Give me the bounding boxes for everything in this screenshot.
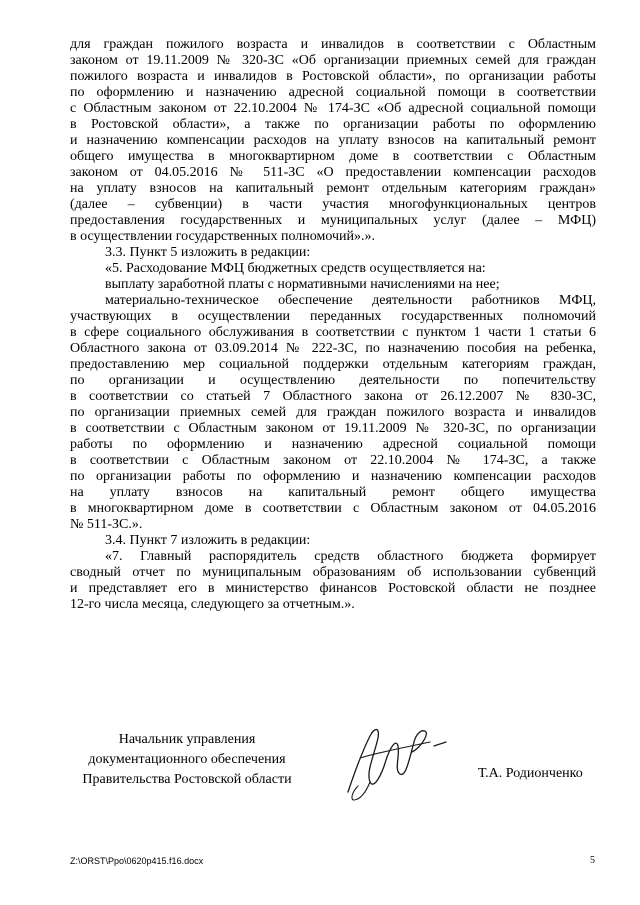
body-line: «7. Главный распорядитель средств областного бюджета формирует — [105, 549, 596, 564]
section-heading-3-3: 3.3. Пункт 5 изложить в редакции: — [105, 245, 311, 260]
body-line: № 511-ЗС.». — [70, 517, 143, 532]
position-line: Правительства Ростовской области — [82, 772, 292, 787]
body-line: (далее – субвенции) в части участия многофункциональных центров — [70, 197, 596, 212]
page-number: 5 — [590, 855, 595, 866]
body-line: предоставлению мер социальной поддержки отдельным категориям граждан, — [70, 357, 596, 372]
section-heading-3-4: 3.4. Пункт 7 изложить в редакции: — [105, 533, 311, 548]
body-line: по организации приемных семей для граждан пожилого возраста и инвалидов — [70, 405, 596, 420]
body-line: 12-го числа месяца, следующего за отчетным.». — [70, 597, 355, 612]
signatory-position — [70, 730, 304, 790]
position-line: документационного обеспечения — [88, 752, 286, 767]
body-line: сводный отчет по муниципальным образованиям об использовании субвенций — [70, 565, 596, 580]
body-line: в Ростовской области», а также по организации работы по оформлению — [70, 117, 596, 132]
body-line: для граждан пожилого возраста и инвалидов в соответствии с Областным — [70, 37, 596, 52]
body-line: на уплату взносов на капитальный ремонт общего имущества — [70, 485, 596, 500]
body-line: предоставления государственных и муниципальных услуг (далее – МФЦ) — [70, 213, 596, 228]
body-line: в соответствии со статьей 7 Областного закона от 26.12.2007 № 830-ЗС, — [70, 389, 596, 404]
body-line: в соответствии с Областным законом от 22.10.2004 № 174-ЗС, а также — [70, 453, 596, 468]
body-line: законом от 04.05.2016 № 511-ЗС «О предоставлении компенсации расходов — [70, 165, 596, 180]
body-line: по организации и осуществлению деятельности по попечительству — [70, 373, 596, 388]
body-line: Областного закона от 03.09.2014 № 222-ЗС, по назначению пособия на ребенка, — [70, 341, 596, 356]
body-line: в многоквартирном доме в соответствии с Областным законом от 04.05.2016 — [70, 501, 596, 516]
body-line: с Областным законом от 22.10.2004 № 174-ЗС «Об адресной социальной помощи — [70, 101, 596, 116]
body-line: на уплату взносов на капитальный ремонт отдельным категориям граждан» — [70, 181, 596, 196]
body-line: в соответствии с Областным законом от 19.11.2009 № 320-ЗС, по организации — [70, 421, 596, 436]
handwritten-signature — [340, 712, 452, 802]
body-line: пожилого возраста и инвалидов в Ростовской области», по организации работы — [70, 69, 596, 84]
body-line: выплату заработной платы с нормативными начислениями на нее; — [105, 277, 500, 292]
body-line: в сфере социального обслуживания в соответствии с пунктом 1 части 1 статьи 6 — [70, 325, 596, 340]
body-line: работы по оформлению и назначению адресной социальной помощи — [70, 437, 596, 452]
body-line: материально-техническое обеспечение деятельности работников МФЦ, — [105, 293, 596, 308]
body-line: участвующих в осуществлении переданных государственных полномочий — [70, 309, 596, 324]
body-line: по оформлению и назначению адресной социальной помощи в соответствии — [70, 85, 596, 100]
body-line: и назначению компенсации расходов на уплату взносов на капитальный ремонт — [70, 133, 596, 148]
body-line: в осуществлении государственных полномочий».». — [70, 229, 375, 244]
body-line: общего имущества в многоквартирном доме в соответствии с Областным — [70, 149, 596, 164]
position-line: Начальник управления — [118, 732, 256, 747]
body-line: и представляет его в министерство финансов Ростовской области не позднее — [70, 581, 596, 596]
body-line: законом от 19.11.2009 № 320-ЗС «Об организации приемных семей для граждан — [70, 53, 596, 68]
body-line: по организации работы по оформлению и назначению компенсации расходов — [70, 469, 596, 484]
footer-file-path: Z:\ORST\Ppo\0620p415.f16.docx — [70, 856, 204, 866]
body-line: «5. Расходование МФЦ бюджетных средств осуществляется на: — [105, 261, 486, 276]
signatory-name: Т.А. Родионченко — [478, 766, 583, 781]
